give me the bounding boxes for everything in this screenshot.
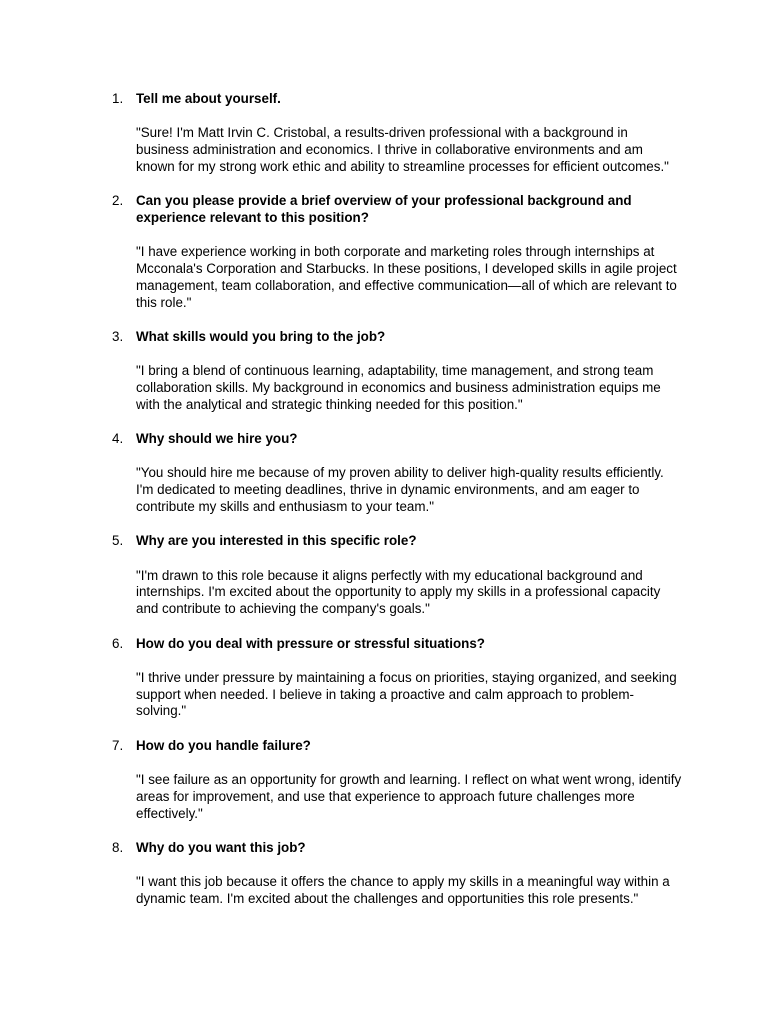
qa-item [112,329,682,414]
item-number: 7. [112,737,124,753]
qa-item [112,193,682,311]
question-text: Tell me about yourself. [136,91,281,106]
question-text: How do you handle failure? [136,737,311,753]
question-text: How do you deal with pressure or stressful situations? [136,635,485,651]
qa-item [112,533,682,618]
question-text: Why do you want this job? [136,839,306,855]
item-number: 4. [112,431,124,447]
answer-text: "I'm drawn to this role because it aligns perfectly with my educational background and internships. I'm excited about the opportunity to apply my skills in a professional capacity and contribute to achieving the company's goals." [136,567,661,617]
answer-text: "Sure! I'm Matt Irvin C. Cristobal, a results-driven professional with a background in business administration and economics. I thrive in collaborative environments and am known for my strong work ethic and ability to streamline processes for efficient outcomes." [136,125,669,174]
answer-text: "I thrive under pressure by maintaining a focus on priorities, staying organized, and seeking support when needed. I believe in taking a proactive and calm approach to problem-solving." [136,669,677,719]
qa-item [112,738,682,823]
qa-item [112,840,682,908]
answer-text: "I want this job because it offers the chance to apply my skills in a meaningful way within a dynamic team. I'm excited about the challenges and opportunities this role presents." [136,874,670,906]
item-number: 1. [112,91,124,106]
qa-item [112,431,682,516]
answer-text: "I have experience working in both corporate and marketing roles through internships at Mcconala's Corporation and Starbucks. In these positions, I developed skills in agile project management, team collaboration, and effective communication—all of which are relevant to this role." [136,244,677,310]
qa-item [112,636,682,721]
answer-text: "I see failure as an opportunity for growth and learning. I reflect on what went wrong, identify areas for improvement, and use that experience to approach future challenges more effectively." [136,772,682,821]
question-text: Can you please provide a brief overview of your professional background and experience relevant to this position? [136,193,632,225]
interview-qa-list [112,91,682,925]
item-number: 3. [112,328,124,344]
qa-item [112,91,682,176]
question-text: Why are you interested in this specific role? [136,533,417,549]
item-number: 2. [112,193,124,209]
question-text: Why should we hire you? [136,431,298,447]
answer-text: "You should hire me because of my proven ability to deliver high-quality results efficiently. I'm dedicated to meeting deadlines, thrive in dynamic environments, and am eager to contribute my skills and enthusiasm to your team." [136,465,664,515]
question-text: What skills would you bring to the job? [136,328,386,344]
item-number: 5. [112,533,124,549]
item-number: 6. [112,635,124,651]
item-number: 8. [112,839,124,855]
answer-text: "I bring a blend of continuous learning, adaptability, time management, and strong team collaboration skills. My background in economics and business administration equips me with the analytical and strategic thinking needed for this position." [136,363,661,412]
